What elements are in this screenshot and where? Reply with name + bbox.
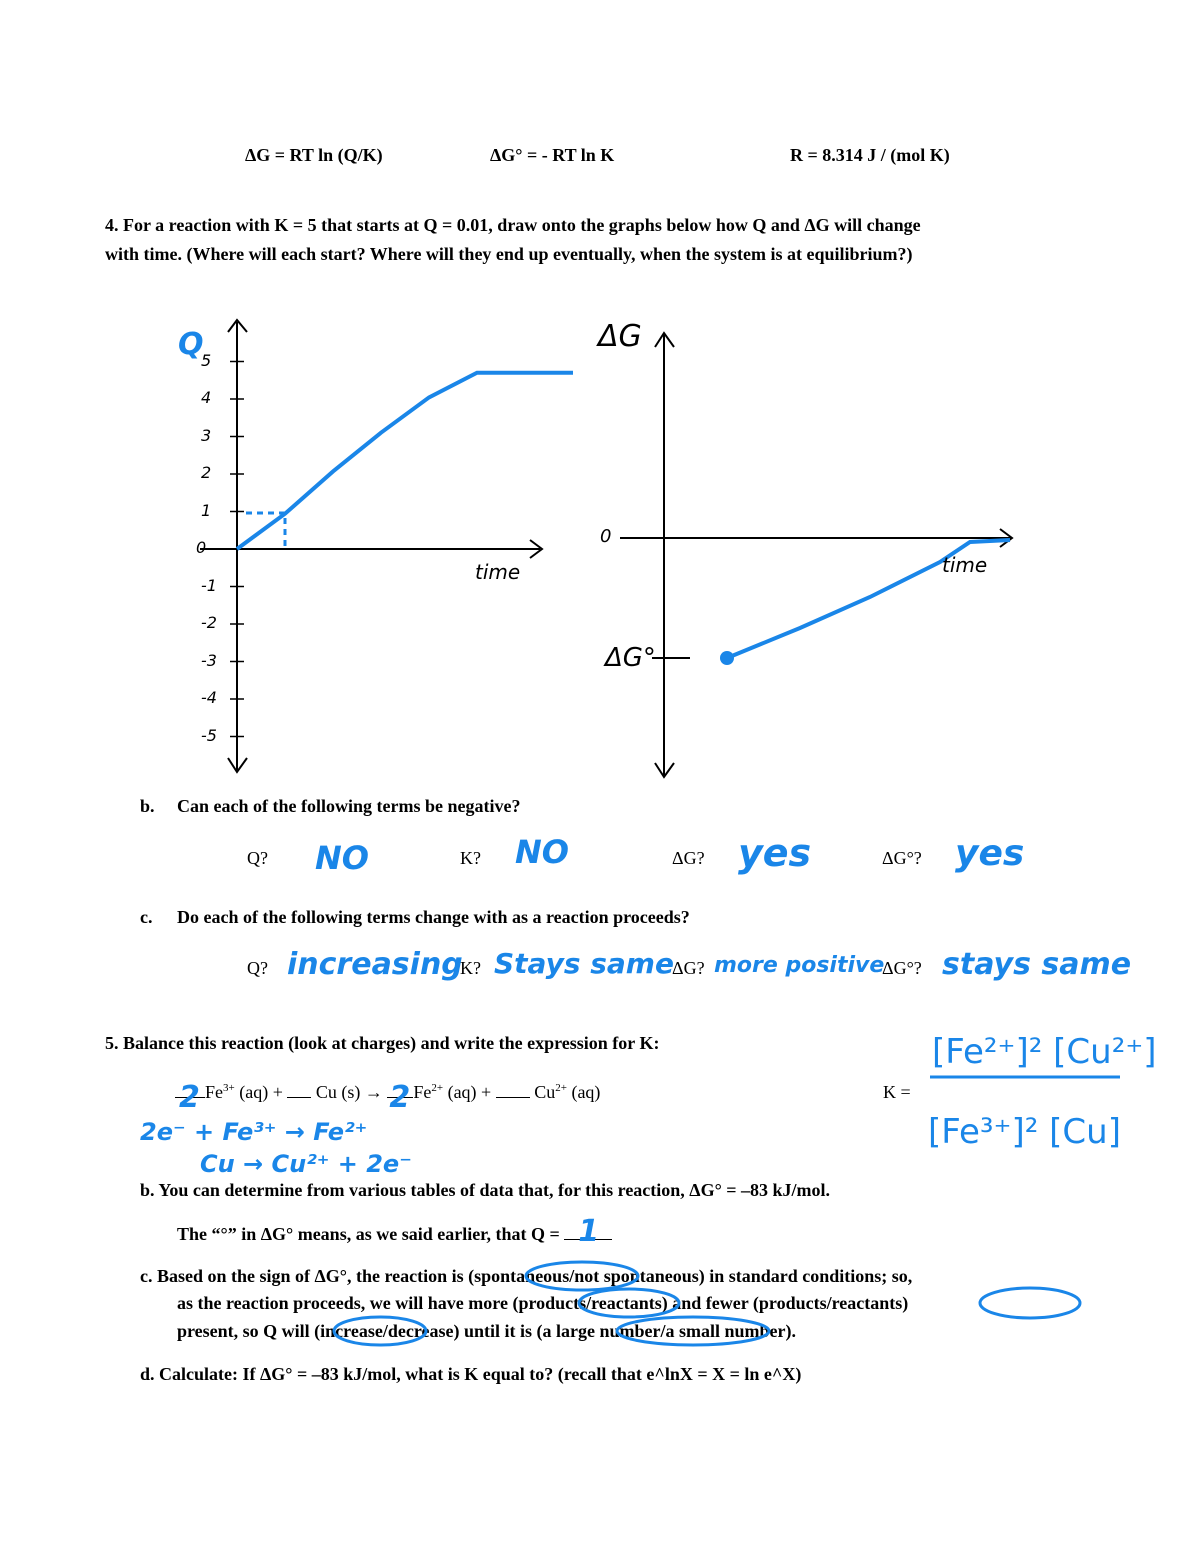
reaction-aq3: (aq) bbox=[571, 1082, 601, 1102]
q-tick-label: -2 bbox=[201, 613, 217, 632]
dg-standard-label: ΔG° bbox=[605, 643, 656, 673]
species-cu: Cu (s) → bbox=[315, 1082, 383, 1102]
q4c-dg-label: ΔG? bbox=[672, 958, 705, 978]
q4b-letter: b. bbox=[140, 796, 155, 816]
q4b-q-label: Q? bbox=[247, 848, 268, 868]
q5b-line2-text: The “°” in ΔG° means, as we said earlier, that Q = bbox=[177, 1224, 560, 1244]
species-fe2-charge: 2+ bbox=[431, 1082, 444, 1094]
q4c-k-label: K? bbox=[460, 958, 481, 978]
q5c-option-spontaneous: spontaneous bbox=[474, 1266, 570, 1286]
k-numerator: [Fe²⁺]² [Cu²⁺] bbox=[932, 1032, 1157, 1072]
dg-axis-label: ΔG bbox=[598, 319, 642, 354]
equation-delta-g-standard: ΔG° = - RT ln K bbox=[490, 145, 615, 165]
species-cu2-charge: 2+ bbox=[555, 1082, 567, 1094]
q-tick-label: 4 bbox=[201, 388, 212, 407]
k-label: K = bbox=[883, 1082, 911, 1102]
coef-fe2-answer: 2 bbox=[389, 1080, 411, 1115]
q5c-line2-pre: as the reaction proceeds, we will have more ( bbox=[177, 1293, 519, 1313]
q4c-q-answer: increasing bbox=[287, 947, 463, 982]
q4c-dg0-answer: stays same bbox=[942, 947, 1132, 982]
q4b-prompt: Can each of the following terms be negative? bbox=[177, 796, 521, 816]
q-time-label: time bbox=[475, 560, 521, 584]
question-4-line-2: with time. (Where will each start? Where will they end up eventually, when the system is at equilibrium?) bbox=[105, 244, 913, 264]
equation-gas-constant: R = 8.314 J / (mol K) bbox=[790, 145, 950, 165]
q-tick-label: -5 bbox=[201, 725, 217, 745]
species-cu2: Cu bbox=[534, 1082, 556, 1102]
q5c-option-reactants: reactants bbox=[831, 1293, 903, 1313]
q-tick-label: 0 bbox=[196, 538, 207, 557]
q-tick-label: 5 bbox=[201, 350, 212, 370]
species-fe3: Fe bbox=[205, 1082, 223, 1102]
dg-time-label: time bbox=[942, 553, 988, 577]
q4c-letter: c. bbox=[140, 907, 153, 927]
q-tick-label: 1 bbox=[201, 500, 212, 520]
q4b-dg-answer: yes bbox=[738, 831, 812, 875]
q4c-k-answer: Stays same bbox=[494, 947, 674, 980]
q5c-line1-post: /not spontaneous) in standard conditions; so, bbox=[569, 1266, 913, 1286]
reaction-aq1: (aq) + bbox=[239, 1082, 283, 1102]
species-fe2: Fe bbox=[413, 1082, 432, 1102]
species-fe3-charge: 3+ bbox=[223, 1082, 235, 1094]
q5c-option-increase: increase bbox=[320, 1321, 383, 1341]
dg-zero-label: 0 bbox=[600, 526, 612, 547]
reaction-aq2: (aq) + bbox=[447, 1082, 492, 1102]
q4b-dg0-answer: yes bbox=[955, 833, 1025, 874]
q5b-text: b. You can determine from various tables of data that, for this reaction, ΔG° = –83 kJ/mol. bbox=[140, 1180, 831, 1200]
question-5-title: 5. Balance this reaction (look at charges) and write the expression for K: bbox=[105, 1033, 660, 1053]
q4b-k-label: K? bbox=[460, 848, 481, 868]
q5c-line3-pre: present, so Q will ( bbox=[177, 1321, 321, 1341]
q4c-q-label: Q? bbox=[247, 958, 268, 978]
q5b-answer: 1 bbox=[578, 1214, 600, 1249]
circle-large-number bbox=[617, 1317, 769, 1345]
q-tick-label: -1 bbox=[201, 575, 217, 595]
q4b-dg-label: ΔG? bbox=[672, 848, 705, 868]
q4b-k-answer: NO bbox=[515, 833, 569, 871]
half-reaction-1: 2e⁻ + Fe³⁺ → Fe²⁺ bbox=[140, 1118, 368, 1146]
q4b-q-answer: NO bbox=[315, 839, 369, 877]
question-4-line-1: 4. For a reaction with K = 5 that starts at Q = 0.01, draw onto the graphs below how Q and ΔG will change bbox=[105, 215, 921, 235]
circle-increase bbox=[334, 1317, 426, 1345]
q5c-option-products: products bbox=[518, 1293, 587, 1313]
q4c-dg-answer: more positive bbox=[714, 953, 885, 978]
q-axis-label: Q bbox=[178, 327, 204, 362]
q-tick-label: 3 bbox=[201, 425, 212, 445]
q5c-line2-post: ) bbox=[902, 1293, 909, 1313]
circle-reactants bbox=[980, 1288, 1080, 1318]
q4c-dg0-label: ΔG°? bbox=[882, 958, 922, 978]
circle-spontaneous bbox=[526, 1262, 638, 1290]
equation-delta-g: ΔG = RT ln (Q/K) bbox=[245, 145, 383, 165]
coef-fe3-answer: 2 bbox=[179, 1080, 200, 1115]
q5c-line3-mid: /decrease) until it is ( bbox=[382, 1321, 543, 1341]
q-tick-label: -4 bbox=[201, 688, 217, 707]
q-tick-label: -3 bbox=[201, 650, 217, 670]
q5c-line1-pre: c. Based on the sign of ΔG°, the reaction is ( bbox=[140, 1266, 475, 1286]
circle-products bbox=[579, 1289, 679, 1317]
q4c-prompt: Do each of the following terms change with as a reaction proceeds? bbox=[177, 907, 690, 927]
q-tick-label: 2 bbox=[201, 463, 212, 482]
q5c-line3-post: /a small number). bbox=[660, 1321, 796, 1341]
k-denominator: [Fe³⁺]² [Cu] bbox=[928, 1112, 1121, 1152]
q5c-line2-mid: /reactants) and fewer (products/ bbox=[586, 1293, 832, 1313]
q5d-text: d. Calculate: If ΔG° = –83 kJ/mol, what is K equal to? (recall that e^lnX = X = ln e^X) bbox=[140, 1364, 802, 1384]
q5c-option-large-number: a large number bbox=[542, 1321, 661, 1341]
q4b-dg0-label: ΔG°? bbox=[882, 848, 922, 868]
half-reaction-2: Cu → Cu²⁺ + 2e⁻ bbox=[200, 1150, 412, 1178]
